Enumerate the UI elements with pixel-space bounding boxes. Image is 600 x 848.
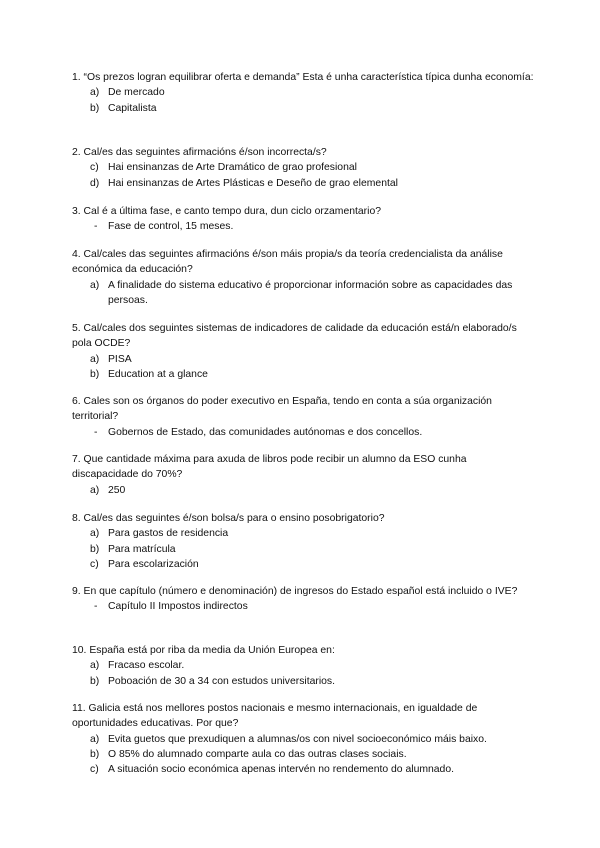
question-1 bbox=[72, 70, 534, 116]
answer-item bbox=[72, 483, 534, 498]
question-4 bbox=[72, 247, 534, 308]
answer-list bbox=[72, 425, 534, 440]
answer-marker: a) bbox=[90, 279, 100, 291]
answer-marker: a) bbox=[90, 660, 100, 672]
answer-item bbox=[72, 747, 534, 762]
answer-item bbox=[72, 278, 534, 309]
answer-marker: a) bbox=[90, 484, 100, 496]
answer-item bbox=[72, 85, 534, 100]
answer-item bbox=[72, 219, 534, 234]
answer-text: Evita guetos que prexudiquen a alumnas/os con nivel socioeconómico máis baixo. bbox=[108, 733, 487, 745]
answer-marker: b) bbox=[90, 543, 100, 555]
answer-text: 250 bbox=[108, 484, 126, 496]
answer-text: Para escolarización bbox=[108, 558, 199, 570]
answer-list bbox=[72, 160, 534, 191]
question-text: 10. España está por riba da media da Unión Europea en: bbox=[72, 645, 335, 656]
answer-marker: c) bbox=[90, 764, 99, 776]
question-text: 8. Cal/es das seguintes é/son bolsa/s para o ensino posobrigatorio? bbox=[72, 513, 385, 524]
answer-item bbox=[72, 526, 534, 541]
answer-item bbox=[72, 367, 534, 382]
question-text: 3. Cal é a última fase, e canto tempo dura, dun ciclo orzamentario? bbox=[72, 206, 381, 217]
answer-item bbox=[72, 762, 534, 777]
question-2 bbox=[72, 145, 534, 191]
answer-marker: b) bbox=[90, 675, 100, 687]
answer-marker: - bbox=[94, 221, 98, 233]
answer-item bbox=[72, 160, 534, 175]
answer-text: Gobernos de Estado, das comunidades autónomas e dos concellos. bbox=[108, 426, 423, 438]
answer-list bbox=[72, 219, 534, 234]
answer-marker: a) bbox=[90, 353, 100, 365]
answer-list bbox=[72, 278, 534, 309]
answer-list bbox=[72, 352, 534, 383]
question-text: 7. Que cantidade máxima para axuda de libros pode recibir un alumno da ESO cunha discapacidade do 70%? bbox=[72, 454, 467, 481]
question-6 bbox=[72, 394, 534, 440]
answer-list bbox=[72, 85, 534, 116]
question-11 bbox=[72, 701, 534, 777]
answer-list bbox=[72, 599, 534, 614]
question-3 bbox=[72, 204, 534, 235]
answer-item bbox=[72, 101, 534, 116]
question-7 bbox=[72, 452, 534, 498]
answer-item bbox=[72, 658, 534, 673]
answer-text: Capítulo II Impostos indirectos bbox=[108, 601, 248, 613]
answer-list bbox=[72, 732, 534, 778]
answer-item bbox=[72, 732, 534, 747]
answer-text: Hai ensinanzas de Arte Dramático de grao profesional bbox=[108, 162, 357, 174]
answer-text: A situación socio económica apenas intervén no rendemento do alumnado. bbox=[108, 764, 455, 776]
answer-text: Fase de control, 15 meses. bbox=[108, 221, 234, 233]
answer-text: De mercado bbox=[108, 87, 165, 99]
question-text: 5. Cal/cales dos seguintes sistemas de indicadores de calidade da educación está/n elaborado/s pola OCDE? bbox=[72, 323, 517, 350]
question-5 bbox=[72, 321, 534, 382]
question-text: 6. Cales son os órganos do poder executivo en España, tendo en conta a súa organización territorial? bbox=[72, 396, 492, 423]
question-10 bbox=[72, 643, 534, 689]
answer-marker: c) bbox=[90, 558, 99, 570]
question-text: 11. Galicia está nos mellores postos nacionais e mesmo internacionais, en igualdade de oportunidades educativas. Por que? bbox=[72, 703, 478, 730]
answer-text: Para matrícula bbox=[108, 543, 176, 555]
answer-item bbox=[72, 176, 534, 191]
answer-text: Hai ensinanzas de Artes Plásticas e Deseño de grao elemental bbox=[108, 177, 398, 189]
question-text: 4. Cal/cales das seguintes afirmacións é/son máis propia/s da teoría credencialista da análise económica da educación? bbox=[72, 249, 503, 276]
answer-item bbox=[72, 352, 534, 367]
answer-item bbox=[72, 674, 534, 689]
answer-list bbox=[72, 483, 534, 498]
answer-marker: - bbox=[94, 426, 98, 438]
answer-list bbox=[72, 526, 534, 572]
answer-text: A finalidade do sistema educativo é proporcionar información sobre as capacidades das persoas. bbox=[108, 279, 513, 306]
question-text: 2. Cal/es das seguintes afirmacións é/son incorrecta/s? bbox=[72, 147, 327, 158]
answer-text: Capitalista bbox=[108, 102, 157, 114]
answer-marker: b) bbox=[90, 368, 100, 380]
answer-item bbox=[72, 542, 534, 557]
question-8 bbox=[72, 511, 534, 572]
answer-text: Education at a glance bbox=[108, 368, 208, 380]
answer-marker: a) bbox=[90, 733, 100, 745]
answer-marker: a) bbox=[90, 87, 100, 99]
question-9 bbox=[72, 584, 534, 615]
answer-item bbox=[72, 425, 534, 440]
answer-list bbox=[72, 658, 534, 689]
question-text: 1. “Os prezos logran equilibrar oferta e demanda” Esta é unha característica típica dunha economía: bbox=[72, 72, 534, 83]
answer-marker: a) bbox=[90, 528, 100, 540]
answer-item bbox=[72, 599, 534, 614]
answer-text: Poboación de 30 a 34 con estudos universitarios. bbox=[108, 675, 336, 687]
answer-text: Para gastos de residencia bbox=[108, 528, 229, 540]
answer-text: PISA bbox=[108, 353, 132, 365]
question-text: 9. En que capítulo (número e denominación) de ingresos do Estado español está incluido o IVE? bbox=[72, 586, 518, 597]
answer-text: Fracaso escolar. bbox=[108, 660, 185, 672]
answer-marker: - bbox=[94, 601, 98, 613]
answer-marker: d) bbox=[90, 177, 100, 189]
answer-text: O 85% do alumnado comparte aula co das outras clases sociais. bbox=[108, 748, 407, 760]
answer-item bbox=[72, 557, 534, 572]
answer-marker: c) bbox=[90, 162, 99, 174]
answer-marker: b) bbox=[90, 748, 100, 760]
answer-marker: b) bbox=[90, 102, 100, 114]
